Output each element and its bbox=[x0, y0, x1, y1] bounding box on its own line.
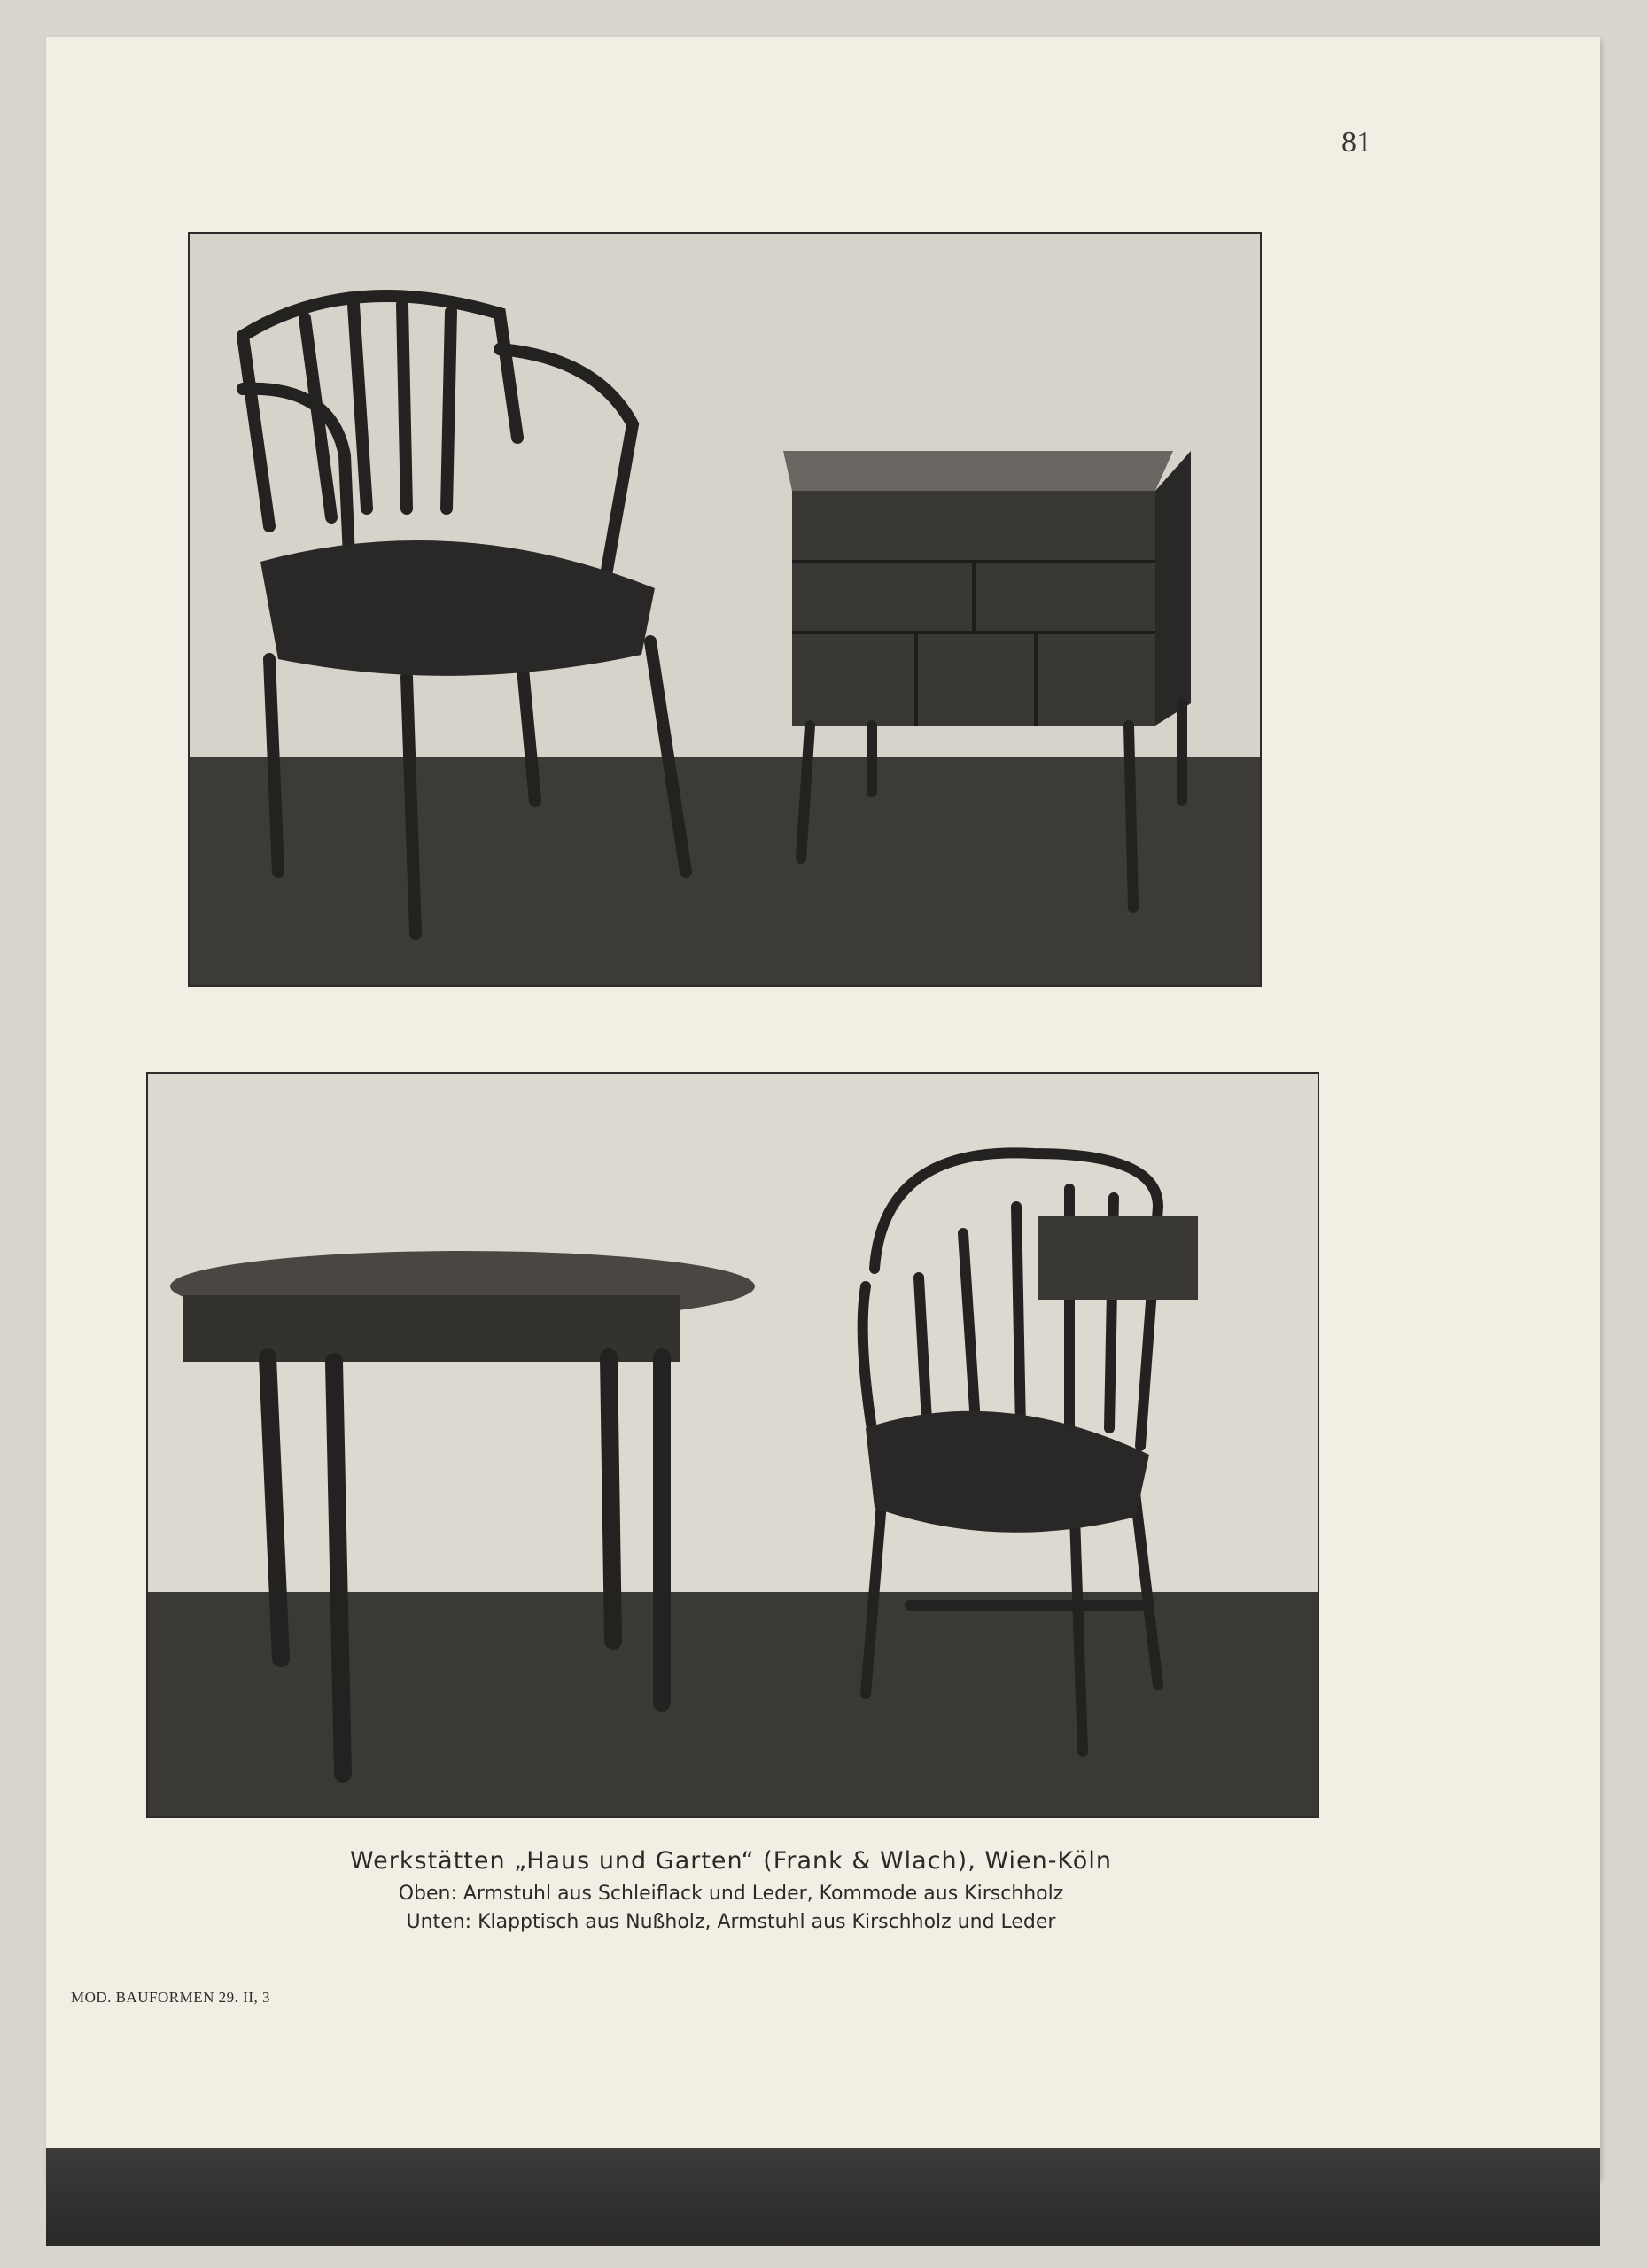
photo-armchair-and-chest bbox=[188, 232, 1262, 987]
journal-reference: MOD. BAUFORMEN 29. II, 3 bbox=[71, 1989, 270, 2006]
table-and-armchair-image bbox=[148, 1074, 1318, 1816]
photo-table-and-armchair bbox=[146, 1072, 1319, 1818]
caption-top-description: Oben: Armstuhl aus Schleiflack und Leder, Kommode aus Kirschholz bbox=[398, 1883, 1064, 1905]
caption-bottom-description: Unten: Klapptisch aus Nußholz, Armstuhl aus Kirschholz und Leder bbox=[406, 1911, 1056, 1933]
page-number: 81 bbox=[1341, 126, 1372, 159]
bottom-dark-band bbox=[46, 2148, 1600, 2246]
armchair-and-chest-image bbox=[190, 234, 1260, 985]
caption-title: Werkstätten „Haus und Garten“ (Frank & Wlach), Wien-Köln bbox=[350, 1847, 1112, 1875]
